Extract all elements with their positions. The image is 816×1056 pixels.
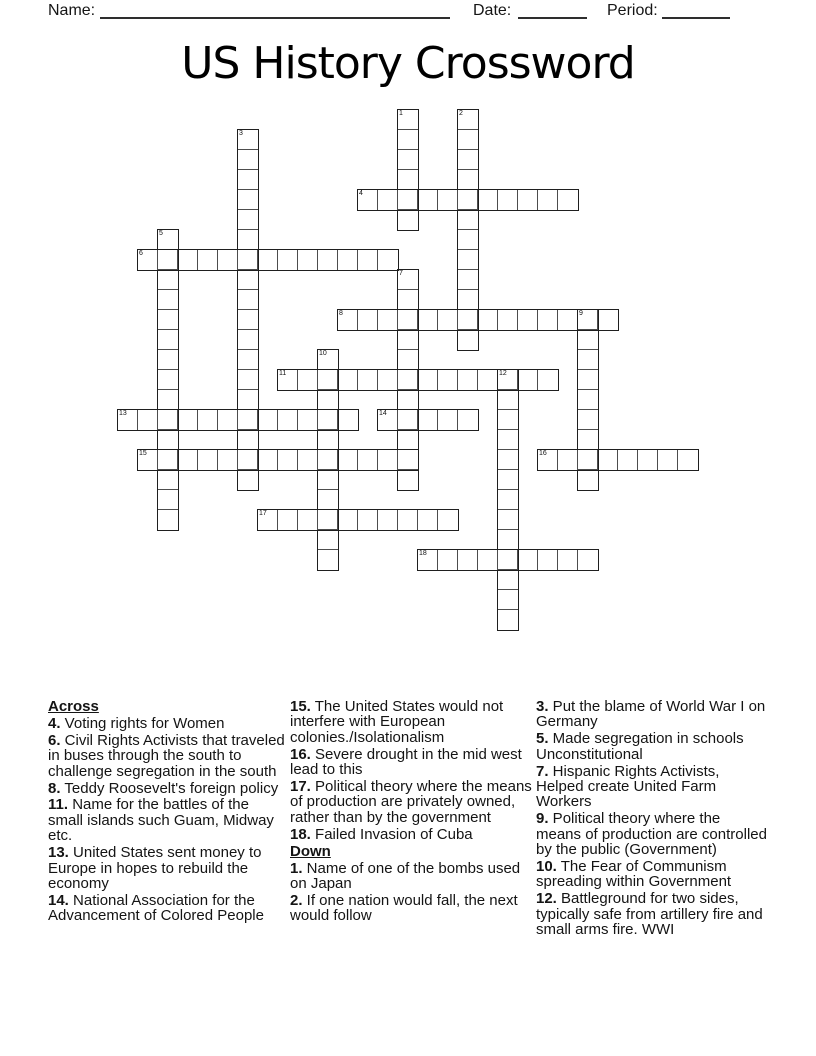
- clue-down-9: 9. Political theory where the means of production are controlled by the public (Government): [536, 810, 767, 859]
- clue-across-16: 16. Severe drought in the mid west lead to this: [290, 745, 522, 779]
- grid-cell: [198, 250, 218, 270]
- page-title: US History Crossword: [181, 38, 635, 89]
- clue-across-13: 13. United States sent money to Europe in hopes to rebuild the economy: [48, 844, 262, 892]
- grid-cell: [258, 250, 278, 270]
- word-3-down: [237, 129, 259, 491]
- clues-column-2: [290, 699, 536, 925]
- grid-cell: [358, 510, 378, 530]
- grid-cell: [158, 270, 178, 290]
- period-label: Period:: [607, 2, 658, 19]
- clue-across-4: 4. Voting rights for Women: [48, 714, 225, 732]
- cell-number: 13: [119, 410, 127, 417]
- grid-cell: [398, 350, 418, 370]
- clue-number: 1.: [290, 859, 303, 877]
- grid-cell: [498, 570, 518, 590]
- grid-cell: [398, 330, 418, 350]
- grid-cell: [518, 550, 538, 570]
- grid-cell: [538, 550, 558, 570]
- grid-cell: [478, 190, 498, 210]
- grid-cell: [418, 190, 438, 210]
- grid-cell: [458, 190, 478, 210]
- grid-cell: [498, 550, 518, 570]
- grid-cell: [158, 370, 178, 390]
- grid-cell: [578, 550, 598, 570]
- clue-number: 18.: [290, 825, 311, 843]
- grid-cell: [398, 430, 418, 450]
- grid-cell: [458, 410, 478, 430]
- grid-cell: [398, 190, 418, 210]
- grid-cell: [358, 310, 378, 330]
- grid-cell: [158, 350, 178, 370]
- clue-down-7: 7. Hispanic Rights Activists, Helped create United Farm Workers: [536, 762, 720, 811]
- clue-across-6: 6. Civil Rights Activists that traveled in buses through the south to challenge segregation in the south: [48, 731, 285, 780]
- grid-cell: [578, 330, 598, 350]
- grid-cell: [238, 370, 258, 390]
- cell-number: 7: [399, 270, 403, 277]
- grid-cell: [398, 390, 418, 410]
- grid-cell: [498, 470, 518, 490]
- grid-cell: [458, 150, 478, 170]
- grid-cell: [298, 370, 318, 390]
- grid-cell: [458, 370, 478, 390]
- grid-cell: [498, 410, 518, 430]
- grid-cell: [298, 410, 318, 430]
- clue-number: 11.: [48, 796, 69, 814]
- grid-cell: [438, 550, 458, 570]
- grid-cell: [578, 430, 598, 450]
- grid-cell: [178, 450, 198, 470]
- grid-cell: [238, 170, 258, 190]
- clue-number: 4.: [48, 714, 61, 732]
- grid-cell: [478, 370, 498, 390]
- clue-number: 16.: [290, 745, 311, 763]
- grid-cell: [158, 450, 178, 470]
- grid-cell: [198, 410, 218, 430]
- grid-cell: [578, 390, 598, 410]
- clue-across-17: 17. Political theory where the means of production are privately owned, rather than by the government: [290, 778, 532, 826]
- clue-down-5: 5. Made segregation in schools Unconstitutional: [536, 730, 744, 763]
- grid-cell: [218, 250, 238, 270]
- grid-cell: [398, 130, 418, 150]
- grid-cell: [398, 370, 418, 390]
- clue-number: 15.: [290, 698, 311, 715]
- grid-cell: [578, 370, 598, 390]
- grid-cell: [518, 370, 538, 390]
- clue-down-2: 2. If one nation would fall, the next would follow: [290, 891, 518, 925]
- cell-number: 9: [579, 310, 583, 317]
- grid-cell: [498, 530, 518, 550]
- cell-number: 6: [139, 250, 143, 257]
- grid-cell: [498, 390, 518, 410]
- date-label: Date:: [473, 2, 512, 19]
- grid-cell: [298, 450, 318, 470]
- grid-cell: [318, 250, 338, 270]
- word-13-across: [117, 409, 359, 431]
- grid-cell: [198, 450, 218, 470]
- grid-cell: [238, 190, 258, 210]
- clue-across-14: 14. National Association for the Advancement of Colored People: [48, 891, 264, 925]
- grid-cell: [178, 250, 198, 270]
- grid-cell: [278, 510, 298, 530]
- word-17-across: [257, 509, 459, 531]
- grid-cell: [318, 430, 338, 450]
- grid-cell: [498, 430, 518, 450]
- grid-cell: [558, 310, 578, 330]
- cell-number: 4: [359, 190, 363, 197]
- grid-cell: [418, 510, 438, 530]
- grid-cell: [498, 610, 518, 630]
- grid-cell: [158, 410, 178, 430]
- grid-cell: [378, 370, 398, 390]
- clue-number: 2.: [290, 891, 303, 909]
- grid-cell: [338, 250, 358, 270]
- cell-number: 17: [259, 510, 267, 517]
- grid-cell: [378, 450, 398, 470]
- grid-cell: [158, 490, 178, 510]
- grid-cell: [458, 290, 478, 310]
- grid-cell: [598, 310, 618, 330]
- grid-cell: [418, 310, 438, 330]
- word-16-across: [537, 449, 699, 471]
- grid-cell: [218, 450, 238, 470]
- grid-cell: [338, 370, 358, 390]
- grid-cell: [398, 150, 418, 170]
- grid-cell: [158, 310, 178, 330]
- clue-number: 12.: [536, 890, 557, 908]
- clue-across-8: 8. Teddy Roosevelt's foreign policy: [48, 779, 279, 797]
- grid-cell: [238, 210, 258, 230]
- grid-cell: [238, 410, 258, 430]
- clue-down-10: 10. The Fear of Communism spreading within Government: [536, 858, 732, 891]
- grid-cell: [678, 450, 698, 470]
- grid-cell: [158, 470, 178, 490]
- grid-cell: [238, 390, 258, 410]
- grid-cell: [358, 250, 378, 270]
- grid-cell: [378, 190, 398, 210]
- grid-cell: [538, 370, 558, 390]
- grid-cell: [378, 310, 398, 330]
- word-1-down: [397, 109, 419, 231]
- across-heading: Across: [48, 698, 99, 715]
- clue-across-18: 18. Failed Invasion of Cuba: [290, 825, 473, 843]
- grid-cell: [238, 450, 258, 470]
- clue-number: 9.: [536, 810, 549, 828]
- grid-cell: [438, 190, 458, 210]
- grid-cell: [238, 470, 258, 490]
- down-heading: Down: [290, 842, 331, 860]
- grid-cell: [258, 450, 278, 470]
- grid-cell: [158, 510, 178, 530]
- grid-cell: [278, 250, 298, 270]
- grid-cell: [578, 450, 598, 470]
- grid-cell: [578, 350, 598, 370]
- clues-column-3: [536, 699, 768, 939]
- grid-cell: [298, 510, 318, 530]
- grid-cell: [318, 470, 338, 490]
- grid-cell: [518, 310, 538, 330]
- grid-cell: [538, 190, 558, 210]
- grid-cell: [218, 410, 238, 430]
- cell-number: 12: [499, 370, 507, 377]
- clue-number: 17.: [290, 778, 311, 796]
- grid-cell: [238, 350, 258, 370]
- grid-cell: [398, 510, 418, 530]
- cell-number: 3: [239, 130, 243, 137]
- grid-cell: [458, 130, 478, 150]
- grid-cell: [598, 450, 618, 470]
- grid-cell: [438, 370, 458, 390]
- cell-number: 11: [279, 370, 287, 377]
- clue-number: 10.: [536, 858, 557, 876]
- grid-cell: [318, 370, 338, 390]
- grid-cell: [458, 270, 478, 290]
- cell-number: 10: [319, 350, 327, 357]
- cell-number: 5: [159, 230, 163, 237]
- grid-cell: [338, 450, 358, 470]
- word-4-across: [357, 189, 579, 211]
- grid-cell: [338, 510, 358, 530]
- grid-cell: [238, 150, 258, 170]
- clue-number: 13.: [48, 844, 69, 862]
- grid-cell: [458, 210, 478, 230]
- grid-cell: [238, 230, 258, 250]
- grid-cell: [378, 510, 398, 530]
- grid-cell: [158, 290, 178, 310]
- grid-cell: [578, 410, 598, 430]
- grid-cell: [438, 410, 458, 430]
- grid-cell: [458, 310, 478, 330]
- grid-cell: [318, 390, 338, 410]
- grid-cell: [318, 510, 338, 530]
- grid-cell: [278, 410, 298, 430]
- grid-cell: [438, 310, 458, 330]
- grid-cell: [618, 450, 638, 470]
- clue-down-12: 12. Battleground for two sides, typically safe from artillery fire and small arms fire. WWI: [536, 890, 763, 939]
- grid-cell: [238, 270, 258, 290]
- cell-number: 8: [339, 310, 343, 317]
- cell-number: 14: [379, 410, 387, 417]
- grid-cell: [458, 170, 478, 190]
- cell-number: 1: [399, 110, 403, 117]
- grid-cell: [478, 310, 498, 330]
- grid-cell: [178, 410, 198, 430]
- grid-cell: [638, 450, 658, 470]
- grid-cell: [438, 510, 458, 530]
- grid-cell: [558, 450, 578, 470]
- grid-cell: [458, 330, 478, 350]
- clue-number: 6.: [48, 731, 61, 749]
- grid-cell: [318, 530, 338, 550]
- grid-cell: [498, 190, 518, 210]
- grid-cell: [538, 310, 558, 330]
- grid-cell: [298, 250, 318, 270]
- grid-cell: [458, 550, 478, 570]
- clue-number: 14.: [48, 891, 69, 909]
- word-15-across: [137, 449, 419, 471]
- grid-cell: [418, 370, 438, 390]
- word-12-down: [497, 369, 519, 631]
- clue-across-15: 15. The United States would not interfere with European colonies./Isolationalism: [290, 698, 504, 746]
- grid-cell: [398, 310, 418, 330]
- clues-column-1: [48, 699, 286, 925]
- clue-number: 8.: [48, 779, 61, 797]
- grid-cell: [318, 490, 338, 510]
- grid-cell: [318, 450, 338, 470]
- grid-cell: [558, 550, 578, 570]
- clue-number: 5.: [536, 730, 549, 748]
- word-6-across: [137, 249, 399, 271]
- grid-cell: [398, 450, 418, 470]
- grid-cell: [318, 550, 338, 570]
- cell-number: 15: [139, 450, 147, 457]
- grid-cell: [498, 450, 518, 470]
- word-18-across: [417, 549, 599, 571]
- grid-cell: [398, 290, 418, 310]
- grid-cell: [458, 250, 478, 270]
- grid-cell: [398, 170, 418, 190]
- clue-down-3: 3. Put the blame of World War I on Germany: [536, 698, 766, 731]
- word-14-across: [377, 409, 479, 431]
- word-5-down: [157, 229, 179, 531]
- clue-number: 3.: [536, 698, 549, 715]
- grid-cell: [398, 410, 418, 430]
- grid-cell: [158, 430, 178, 450]
- grid-cell: [238, 250, 258, 270]
- grid-cell: [558, 190, 578, 210]
- grid-cell: [358, 450, 378, 470]
- cell-number: 2: [459, 110, 463, 117]
- clue-number: 7.: [536, 762, 549, 780]
- grid-cell: [358, 370, 378, 390]
- grid-cell: [498, 510, 518, 530]
- grid-cell: [158, 250, 178, 270]
- grid-cell: [398, 470, 418, 490]
- cell-number: 18: [419, 550, 427, 557]
- clue-across-11: 11. Name for the battles of the small islands such Guam, Midway etc.: [48, 796, 274, 845]
- grid-cell: [258, 410, 278, 430]
- cell-number: 16: [539, 450, 547, 457]
- grid-cell: [498, 310, 518, 330]
- grid-cell: [518, 190, 538, 210]
- grid-cell: [658, 450, 678, 470]
- grid-cell: [238, 290, 258, 310]
- grid-cell: [318, 410, 338, 430]
- grid-cell: [278, 450, 298, 470]
- grid-cell: [498, 490, 518, 510]
- grid-cell: [238, 310, 258, 330]
- grid-cell: [138, 410, 158, 430]
- grid-cell: [158, 330, 178, 350]
- grid-cell: [158, 390, 178, 410]
- grid-cell: [338, 410, 358, 430]
- grid-cell: [498, 590, 518, 610]
- grid-cell: [458, 230, 478, 250]
- grid-cell: [238, 430, 258, 450]
- grid-cell: [418, 410, 438, 430]
- grid-cell: [398, 210, 418, 230]
- grid-cell: [238, 330, 258, 350]
- clue-down-1: 1. Name of one of the bombs used on Japan: [290, 859, 521, 892]
- grid-cell: [478, 550, 498, 570]
- grid-cell: [378, 250, 398, 270]
- name-label: Name:: [48, 2, 96, 19]
- grid-cell: [578, 470, 598, 490]
